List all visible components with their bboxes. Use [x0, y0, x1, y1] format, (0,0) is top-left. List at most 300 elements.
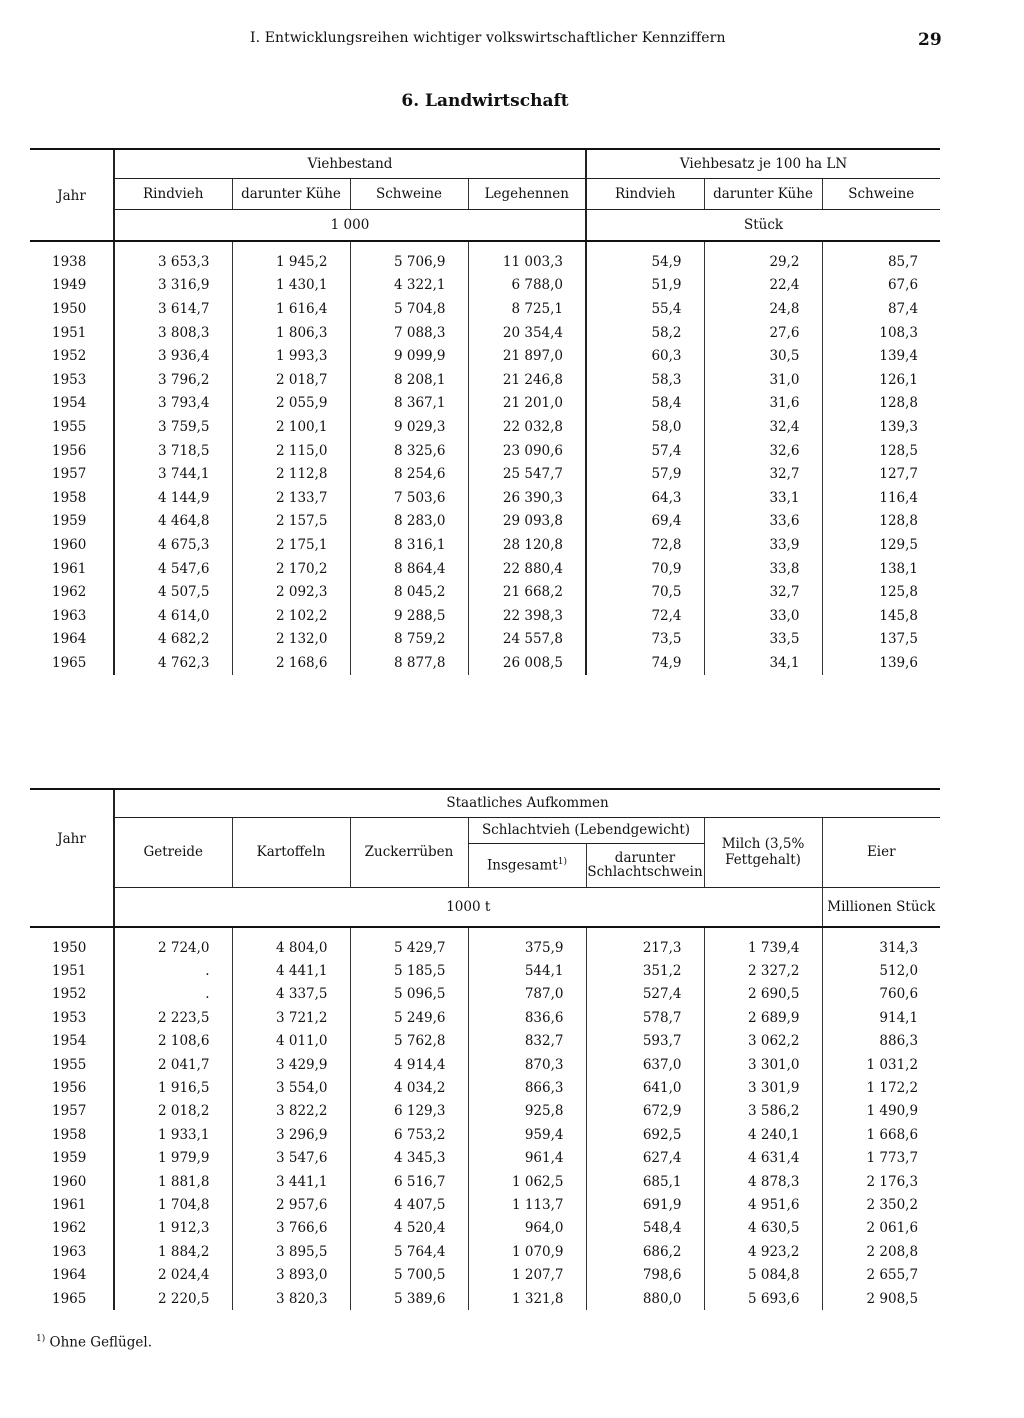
- value-cell: 25 547,7: [468, 462, 586, 486]
- value-cell: 870,3: [468, 1053, 586, 1076]
- col-header: Schweine: [822, 179, 940, 210]
- value-cell: 57,9: [586, 462, 704, 486]
- table-row: [30, 1100, 940, 1123]
- value-cell: 2 133,7: [232, 486, 350, 510]
- value-cell: 69,4: [586, 510, 704, 534]
- value-cell: 544,1: [468, 959, 586, 982]
- value-cell: 58,0: [586, 415, 704, 439]
- table-row: [30, 580, 940, 604]
- value-cell: 32,7: [704, 580, 822, 604]
- value-cell: 1 916,5: [114, 1076, 232, 1099]
- col-header: Rindvieh: [114, 179, 232, 210]
- value-cell: 578,7: [586, 1006, 704, 1029]
- value-cell: 1 993,3: [232, 344, 350, 368]
- value-cell: 4 507,5: [114, 580, 232, 604]
- value-cell: 33,9: [704, 533, 822, 557]
- year-cell: 1962: [52, 584, 87, 601]
- value-cell: 3 822,2: [232, 1100, 350, 1123]
- value-cell: 32,6: [704, 439, 822, 463]
- value-cell: 33,0: [704, 604, 822, 628]
- value-cell: 1 884,2: [114, 1240, 232, 1263]
- value-cell: 4 547,6: [114, 557, 232, 581]
- value-cell: 6 516,7: [350, 1170, 468, 1193]
- year-cell: 1959: [52, 1150, 87, 1167]
- value-cell: 57,4: [586, 439, 704, 463]
- table-row: [30, 297, 940, 321]
- value-cell: 914,1: [822, 1006, 940, 1029]
- value-cell: 21 668,2: [468, 580, 586, 604]
- value-cell: 880,0: [586, 1287, 704, 1310]
- table-row: [30, 344, 940, 368]
- value-cell: 3 296,9: [232, 1123, 350, 1146]
- table-row: [30, 628, 940, 652]
- year-cell: 1963: [52, 1243, 87, 1260]
- value-cell: 2 024,4: [114, 1263, 232, 1286]
- value-cell: 4 464,8: [114, 510, 232, 534]
- col-header: darunter Kühe: [704, 179, 822, 210]
- value-cell: 798,6: [586, 1263, 704, 1286]
- value-cell: 58,4: [586, 392, 704, 416]
- value-cell: 21 201,0: [468, 392, 586, 416]
- value-cell: 3 614,7: [114, 297, 232, 321]
- value-cell: 3 554,0: [232, 1076, 350, 1099]
- value-cell: 33,6: [704, 510, 822, 534]
- year-cell: 1956: [52, 1080, 87, 1097]
- value-cell: 593,7: [586, 1030, 704, 1053]
- value-cell: 5 764,4: [350, 1240, 468, 1263]
- value-cell: 4 951,6: [704, 1193, 822, 1216]
- value-cell: 1 933,1: [114, 1123, 232, 1146]
- table-row: [30, 557, 940, 581]
- value-cell: 5 429,7: [350, 927, 468, 959]
- col-header: Legehennen: [468, 179, 586, 210]
- value-cell: 58,3: [586, 368, 704, 392]
- value-cell: 1 739,4: [704, 927, 822, 959]
- year-cell: 1960: [52, 1173, 87, 1190]
- value-cell: 4 337,5: [232, 983, 350, 1006]
- group-header-schlachtvieh: Schlachtvieh (Lebendgewicht): [468, 817, 704, 843]
- value-cell: 85,7: [822, 241, 940, 274]
- value-cell: 4 631,4: [704, 1147, 822, 1170]
- value-cell: 4 878,3: [704, 1170, 822, 1193]
- value-cell: 34,1: [704, 651, 822, 675]
- running-title: I. Entwicklungsreihen wichtiger volkswirtschaftlicher Kennziffern: [250, 30, 726, 46]
- unit-label: Millionen Stück: [822, 887, 940, 927]
- value-cell: 4 011,0: [232, 1030, 350, 1053]
- value-cell: 692,5: [586, 1123, 704, 1146]
- year-cell: 1965: [52, 654, 87, 671]
- value-cell: 22 880,4: [468, 557, 586, 581]
- value-cell: 2 170,2: [232, 557, 350, 581]
- value-cell: .: [114, 983, 232, 1006]
- table-row: [30, 1123, 940, 1146]
- table-row: [30, 1170, 940, 1193]
- value-cell: 129,5: [822, 533, 940, 557]
- value-cell: 3 936,4: [114, 344, 232, 368]
- value-cell: 70,5: [586, 580, 704, 604]
- value-cell: 4 804,0: [232, 927, 350, 959]
- value-cell: 8 325,6: [350, 439, 468, 463]
- value-cell: 8 367,1: [350, 392, 468, 416]
- value-cell: 641,0: [586, 1076, 704, 1099]
- year-cell: 1938: [52, 253, 87, 270]
- value-cell: 60,3: [586, 344, 704, 368]
- year-cell: 1954: [52, 1033, 87, 1050]
- year-cell: 1951: [52, 324, 87, 341]
- year-cell: 1953: [52, 1009, 87, 1026]
- value-cell: 2 690,5: [704, 983, 822, 1006]
- year-cell: 1960: [52, 536, 87, 553]
- col-header: Getreide: [114, 817, 232, 887]
- value-cell: 1 881,8: [114, 1170, 232, 1193]
- value-cell: 21 246,8: [468, 368, 586, 392]
- value-cell: 1 430,1: [232, 274, 350, 298]
- value-cell: 2 175,1: [232, 533, 350, 557]
- value-cell: 125,8: [822, 580, 940, 604]
- table-row: [30, 1147, 940, 1170]
- value-cell: 1 704,8: [114, 1193, 232, 1216]
- value-cell: 73,5: [586, 628, 704, 652]
- value-cell: 637,0: [586, 1053, 704, 1076]
- table-row: [30, 510, 940, 534]
- value-cell: 1 321,8: [468, 1287, 586, 1310]
- value-cell: 3 718,5: [114, 439, 232, 463]
- value-cell: 3 766,6: [232, 1217, 350, 1240]
- table-row: [30, 983, 940, 1006]
- value-cell: 6 788,0: [468, 274, 586, 298]
- value-cell: 2 018,2: [114, 1100, 232, 1123]
- year-cell: 1957: [52, 466, 87, 483]
- value-cell: 4 675,3: [114, 533, 232, 557]
- value-cell: 54,9: [586, 241, 704, 274]
- group-header-viehbestand: Viehbestand: [114, 149, 586, 179]
- value-cell: 217,3: [586, 927, 704, 959]
- value-cell: 32,4: [704, 415, 822, 439]
- value-cell: 925,8: [468, 1100, 586, 1123]
- value-cell: 5 704,8: [350, 297, 468, 321]
- value-cell: 22 032,8: [468, 415, 586, 439]
- value-cell: 2 208,8: [822, 1240, 940, 1263]
- value-cell: 4 614,0: [114, 604, 232, 628]
- value-cell: 27,6: [704, 321, 822, 345]
- value-cell: 1 070,9: [468, 1240, 586, 1263]
- value-cell: 67,6: [822, 274, 940, 298]
- value-cell: 6 129,3: [350, 1100, 468, 1123]
- value-cell: 3 547,6: [232, 1147, 350, 1170]
- state-procurement-table: [30, 788, 940, 1310]
- year-cell: 1950: [52, 300, 87, 317]
- value-cell: 314,3: [822, 927, 940, 959]
- table-row: [30, 1076, 940, 1099]
- value-cell: 548,4: [586, 1217, 704, 1240]
- value-cell: 5 185,5: [350, 959, 468, 982]
- value-cell: 3 808,3: [114, 321, 232, 345]
- table-row: [30, 1240, 940, 1263]
- value-cell: 964,0: [468, 1217, 586, 1240]
- value-cell: 3 429,9: [232, 1053, 350, 1076]
- year-cell: 1957: [52, 1103, 87, 1120]
- year-cell: 1955: [52, 1056, 87, 1073]
- group-header-viehbesatz: Viehbesatz je 100 ha LN: [586, 149, 940, 179]
- value-cell: 8 208,1: [350, 368, 468, 392]
- value-cell: 2 327,2: [704, 959, 822, 982]
- table-row: [30, 1263, 940, 1286]
- value-cell: 23 090,6: [468, 439, 586, 463]
- col-header: Eier: [822, 817, 940, 887]
- value-cell: 3 759,5: [114, 415, 232, 439]
- value-cell: 3 793,4: [114, 392, 232, 416]
- value-cell: 5 084,8: [704, 1263, 822, 1286]
- group-header-aufkommen: Staatliches Aufkommen: [114, 789, 940, 817]
- value-cell: 128,5: [822, 439, 940, 463]
- value-cell: 9 288,5: [350, 604, 468, 628]
- footnote: $^{1)}$ Ohne Geflügel.: [36, 1334, 152, 1351]
- table-row: [30, 1193, 940, 1216]
- value-cell: 33,1: [704, 486, 822, 510]
- value-cell: 3 301,9: [704, 1076, 822, 1099]
- year-cell: 1964: [52, 1267, 87, 1284]
- value-cell: 627,4: [586, 1147, 704, 1170]
- value-cell: 3 316,9: [114, 274, 232, 298]
- table-row: [30, 439, 940, 463]
- value-cell: 145,8: [822, 604, 940, 628]
- value-cell: 375,9: [468, 927, 586, 959]
- value-cell: 70,9: [586, 557, 704, 581]
- table-row: [30, 959, 940, 982]
- value-cell: 3 893,0: [232, 1263, 350, 1286]
- value-cell: 11 003,3: [468, 241, 586, 274]
- year-cell: 1962: [52, 1220, 87, 1237]
- value-cell: 1 113,7: [468, 1193, 586, 1216]
- year-cell: 1959: [52, 513, 87, 530]
- table-row: [30, 604, 940, 628]
- value-cell: 1 172,2: [822, 1076, 940, 1099]
- year-cell: 1956: [52, 442, 87, 459]
- value-cell: 2 102,2: [232, 604, 350, 628]
- table-row: [30, 533, 940, 557]
- value-cell: 55,4: [586, 297, 704, 321]
- value-cell: 4 914,4: [350, 1053, 468, 1076]
- value-cell: 512,0: [822, 959, 940, 982]
- value-cell: 4 441,1: [232, 959, 350, 982]
- year-header: Jahr: [30, 789, 114, 887]
- value-cell: 3 796,2: [114, 368, 232, 392]
- value-cell: 1 668,6: [822, 1123, 940, 1146]
- value-cell: 4 034,2: [350, 1076, 468, 1099]
- year-cell: 1961: [52, 560, 87, 577]
- table-row: [30, 1217, 940, 1240]
- value-cell: 137,5: [822, 628, 940, 652]
- year-cell: 1953: [52, 371, 87, 388]
- value-cell: 2 108,6: [114, 1030, 232, 1053]
- table-row: [30, 927, 940, 959]
- table-row: [30, 1030, 940, 1053]
- value-cell: 33,5: [704, 628, 822, 652]
- year-cell: 1951: [52, 963, 87, 980]
- value-cell: 2 223,5: [114, 1006, 232, 1029]
- value-cell: 1 616,4: [232, 297, 350, 321]
- value-cell: 1 806,3: [232, 321, 350, 345]
- value-cell: 3 721,2: [232, 1006, 350, 1029]
- value-cell: 128,8: [822, 392, 940, 416]
- value-cell: 2 176,3: [822, 1170, 940, 1193]
- value-cell: 3 653,3: [114, 241, 232, 274]
- value-cell: 22,4: [704, 274, 822, 298]
- value-cell: 139,6: [822, 651, 940, 675]
- livestock-table: [30, 148, 940, 675]
- value-cell: 959,4: [468, 1123, 586, 1146]
- table-row: [30, 1287, 940, 1310]
- value-cell: 2 061,6: [822, 1217, 940, 1240]
- table-row: [30, 1006, 940, 1029]
- value-cell: 2 132,0: [232, 628, 350, 652]
- value-cell: 9 029,3: [350, 415, 468, 439]
- value-cell: 686,2: [586, 1240, 704, 1263]
- value-cell: 8 283,0: [350, 510, 468, 534]
- unit-label: Stück: [586, 210, 940, 242]
- year-cell: 1958: [52, 489, 87, 506]
- value-cell: 2 041,7: [114, 1053, 232, 1076]
- value-cell: 2 100,1: [232, 415, 350, 439]
- value-cell: 2 115,0: [232, 439, 350, 463]
- table-row: [30, 392, 940, 416]
- value-cell: 128,8: [822, 510, 940, 534]
- value-cell: 527,4: [586, 983, 704, 1006]
- col-header: darunter Schlachtschwein: [586, 843, 704, 887]
- value-cell: 72,4: [586, 604, 704, 628]
- value-cell: 28 120,8: [468, 533, 586, 557]
- value-cell: 3 744,1: [114, 462, 232, 486]
- value-cell: 3 301,0: [704, 1053, 822, 1076]
- value-cell: 2 655,7: [822, 1263, 940, 1286]
- value-cell: 127,7: [822, 462, 940, 486]
- value-cell: 138,1: [822, 557, 940, 581]
- value-cell: 2 350,2: [822, 1193, 940, 1216]
- value-cell: 4 762,3: [114, 651, 232, 675]
- value-cell: 26 390,3: [468, 486, 586, 510]
- value-cell: 87,4: [822, 297, 940, 321]
- col-header: Kartoffeln: [232, 817, 350, 887]
- value-cell: 4 407,5: [350, 1193, 468, 1216]
- value-cell: 8 316,1: [350, 533, 468, 557]
- table-row: [30, 651, 940, 675]
- table-row: [30, 368, 940, 392]
- value-cell: 1 490,9: [822, 1100, 940, 1123]
- value-cell: 1 945,2: [232, 241, 350, 274]
- value-cell: 139,4: [822, 344, 940, 368]
- value-cell: 866,3: [468, 1076, 586, 1099]
- value-cell: 1 773,7: [822, 1147, 940, 1170]
- table-row: [30, 274, 940, 298]
- value-cell: 2 055,9: [232, 392, 350, 416]
- value-cell: 4 682,2: [114, 628, 232, 652]
- value-cell: 126,1: [822, 368, 940, 392]
- value-cell: 8 045,2: [350, 580, 468, 604]
- value-cell: 20 354,4: [468, 321, 586, 345]
- value-cell: 21 897,0: [468, 344, 586, 368]
- year-cell: 1949: [52, 277, 87, 294]
- value-cell: 5 096,5: [350, 983, 468, 1006]
- value-cell: 2 168,6: [232, 651, 350, 675]
- value-cell: 672,9: [586, 1100, 704, 1123]
- value-cell: 4 923,2: [704, 1240, 822, 1263]
- value-cell: 32,7: [704, 462, 822, 486]
- value-cell: 3 062,2: [704, 1030, 822, 1053]
- value-cell: 685,1: [586, 1170, 704, 1193]
- value-cell: 31,0: [704, 368, 822, 392]
- value-cell: 4 630,5: [704, 1217, 822, 1240]
- year-cell: 1952: [52, 348, 87, 365]
- value-cell: 29,2: [704, 241, 822, 274]
- table-row: [30, 415, 940, 439]
- section-title: 6. Landwirtschaft: [401, 91, 569, 111]
- value-cell: 2 908,5: [822, 1287, 940, 1310]
- value-cell: 4 520,4: [350, 1217, 468, 1240]
- value-cell: 6 753,2: [350, 1123, 468, 1146]
- value-cell: 58,2: [586, 321, 704, 345]
- value-cell: 116,4: [822, 486, 940, 510]
- value-cell: 2 689,9: [704, 1006, 822, 1029]
- value-cell: 72,8: [586, 533, 704, 557]
- value-cell: 2 724,0: [114, 927, 232, 959]
- value-cell: 7 503,6: [350, 486, 468, 510]
- value-cell: 7 088,3: [350, 321, 468, 345]
- table-row: [30, 462, 940, 486]
- col-header: Milch (3,5% Fettgehalt): [704, 817, 822, 887]
- value-cell: 5 706,9: [350, 241, 468, 274]
- year-cell: 1952: [52, 986, 87, 1003]
- value-cell: 29 093,8: [468, 510, 586, 534]
- table-row: [30, 1053, 940, 1076]
- value-cell: 1 031,2: [822, 1053, 940, 1076]
- year-cell: 1955: [52, 418, 87, 435]
- value-cell: 4 240,1: [704, 1123, 822, 1146]
- col-header: Insgesamt$^{1)}$: [468, 843, 586, 887]
- value-cell: 108,3: [822, 321, 940, 345]
- year-cell: 1961: [52, 1196, 87, 1213]
- value-cell: 3 586,2: [704, 1100, 822, 1123]
- unit-label: 1 000: [114, 210, 586, 242]
- value-cell: 24,8: [704, 297, 822, 321]
- value-cell: 74,9: [586, 651, 704, 675]
- col-header: Schweine: [350, 179, 468, 210]
- year-cell: 1965: [52, 1290, 87, 1307]
- value-cell: 22 398,3: [468, 604, 586, 628]
- value-cell: 2 957,6: [232, 1193, 350, 1216]
- value-cell: 4 144,9: [114, 486, 232, 510]
- table-row: [30, 241, 940, 274]
- value-cell: 26 008,5: [468, 651, 586, 675]
- value-cell: 2 092,3: [232, 580, 350, 604]
- value-cell: 886,3: [822, 1030, 940, 1053]
- table-row: [30, 321, 940, 345]
- year-header: Jahr: [30, 149, 114, 210]
- value-cell: 31,6: [704, 392, 822, 416]
- value-cell: 832,7: [468, 1030, 586, 1053]
- value-cell: 1 979,9: [114, 1147, 232, 1170]
- value-cell: 8 759,2: [350, 628, 468, 652]
- value-cell: 9 099,9: [350, 344, 468, 368]
- value-cell: 8 877,8: [350, 651, 468, 675]
- value-cell: 4 345,3: [350, 1147, 468, 1170]
- value-cell: 760,6: [822, 983, 940, 1006]
- value-cell: 787,0: [468, 983, 586, 1006]
- value-cell: 1 062,5: [468, 1170, 586, 1193]
- value-cell: 351,2: [586, 959, 704, 982]
- value-cell: 139,3: [822, 415, 940, 439]
- value-cell: 8 725,1: [468, 297, 586, 321]
- unit-label: 1000 t: [114, 887, 822, 927]
